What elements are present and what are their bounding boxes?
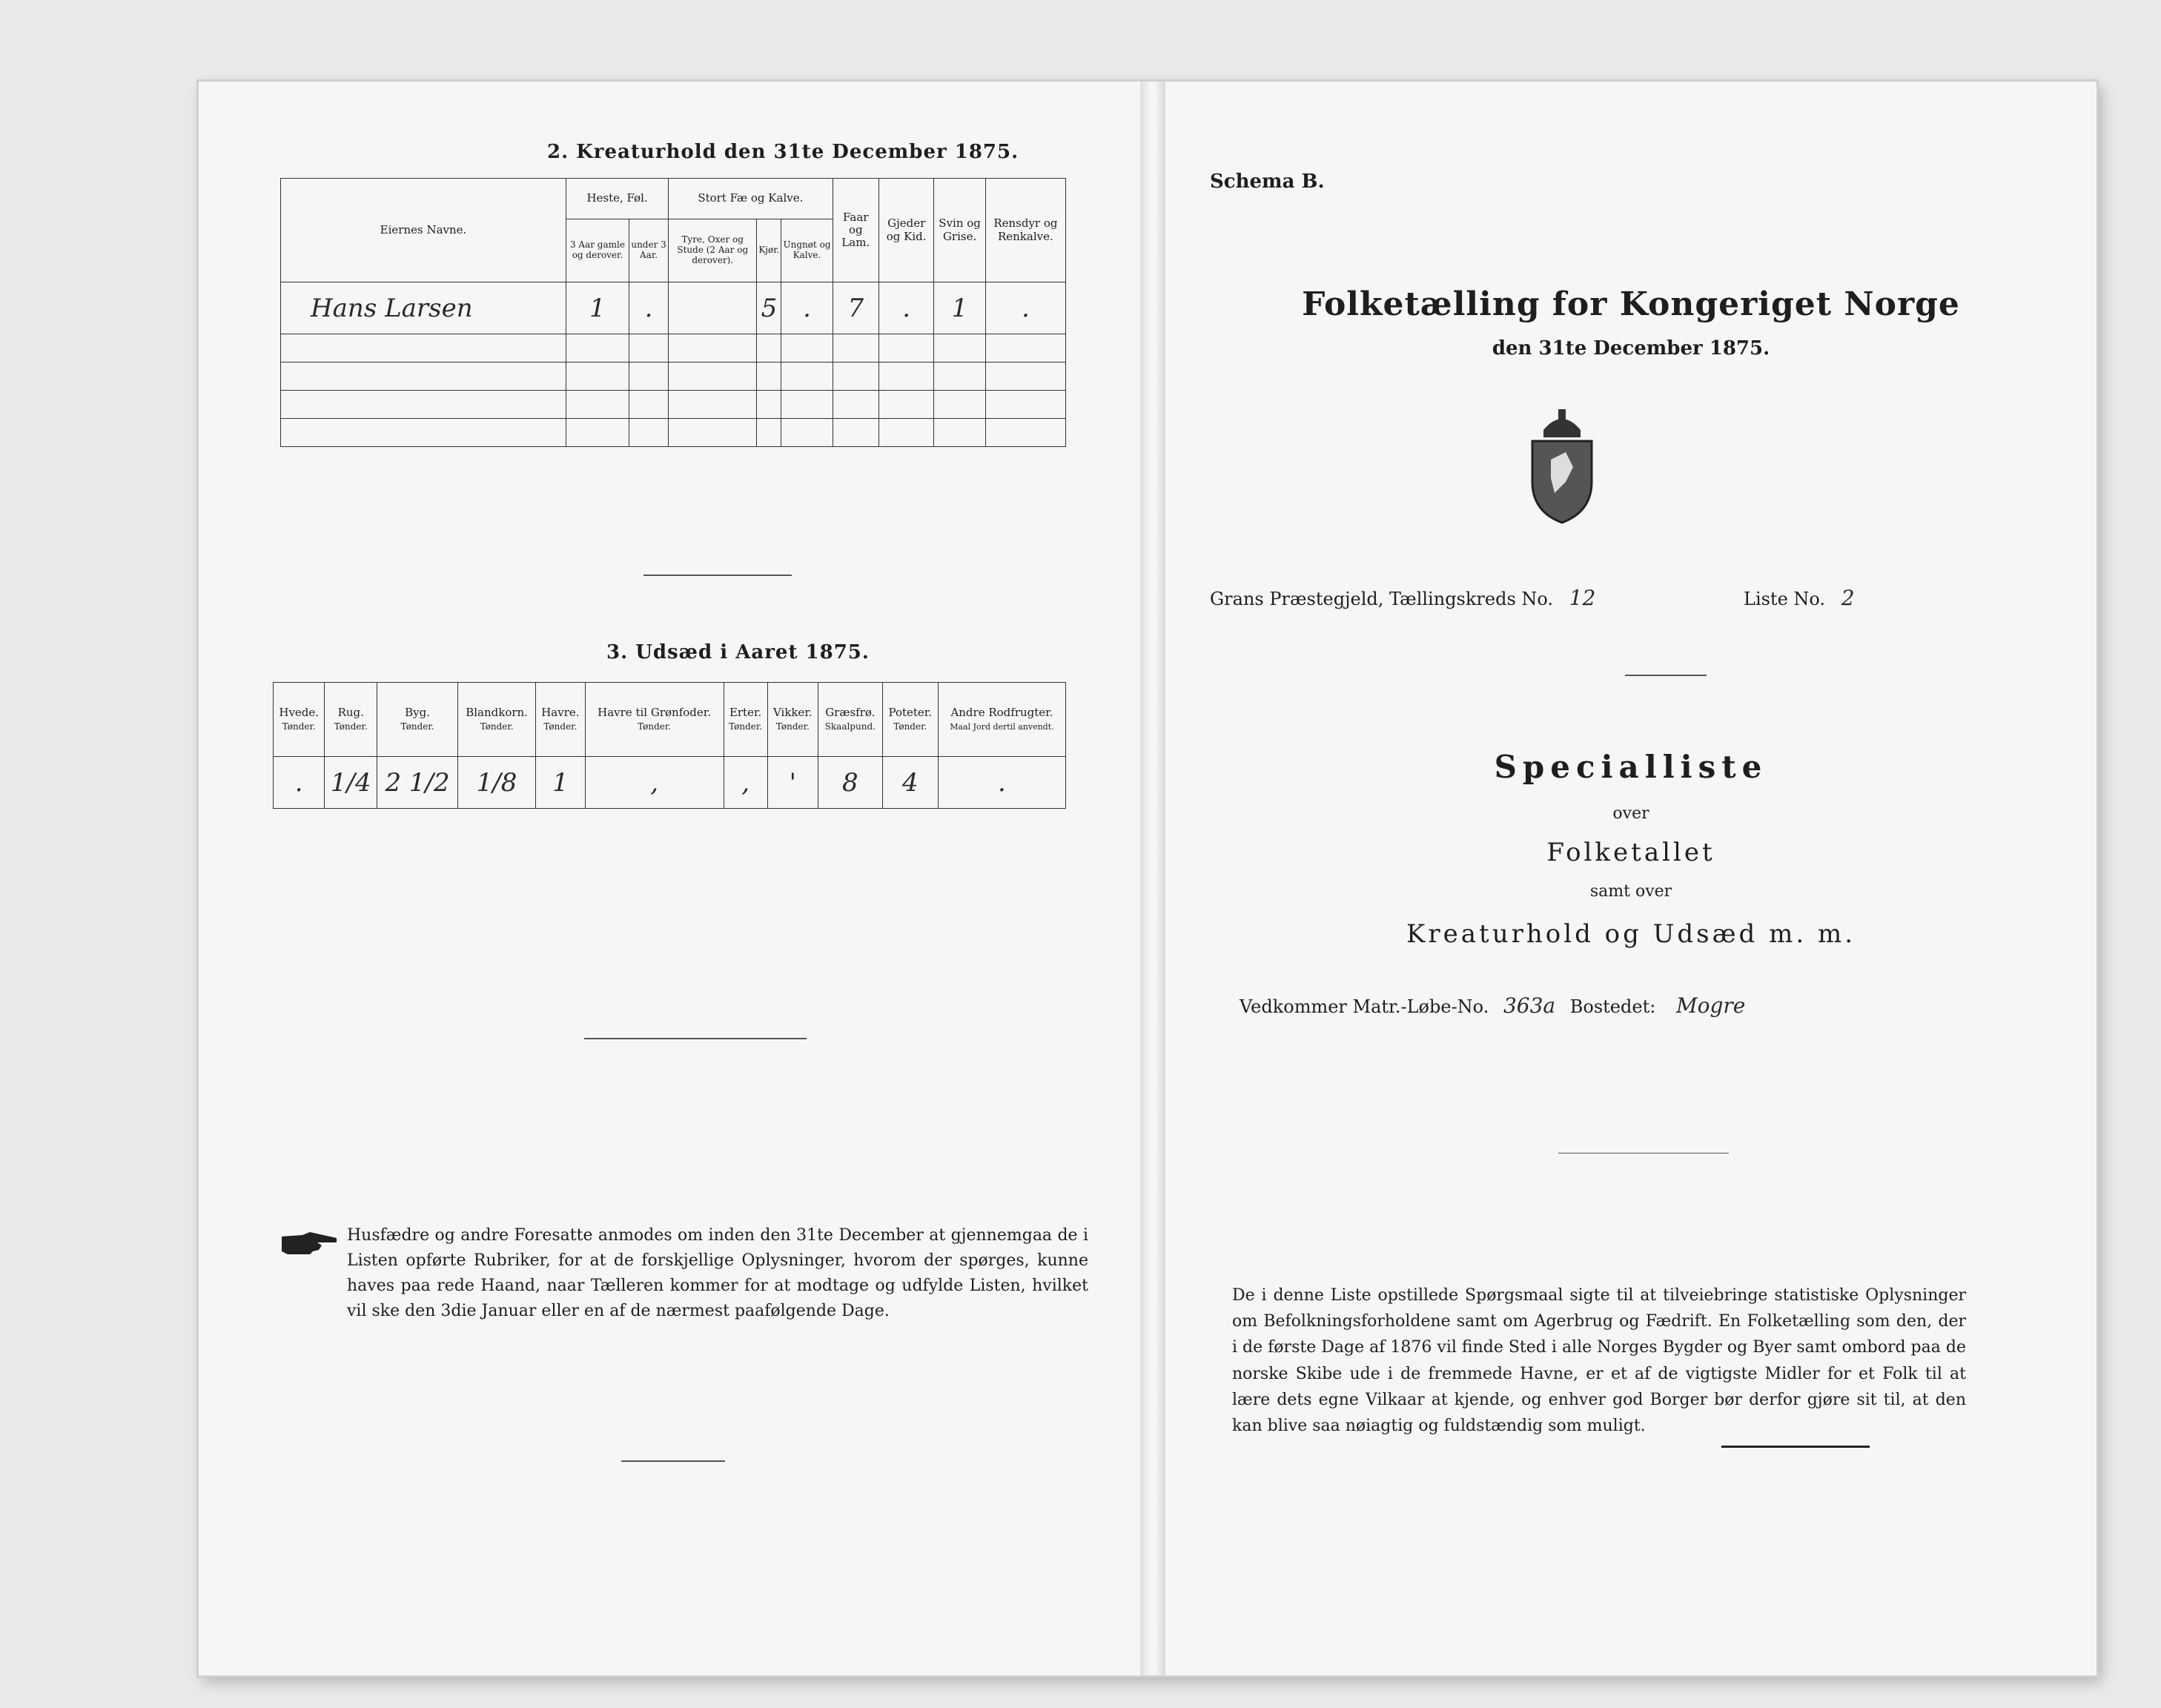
cows-value: 5 (757, 282, 781, 334)
bulls-value (669, 282, 757, 334)
crop-header-8: Græsfrø. Skaalpund. (818, 683, 882, 757)
divider (1721, 1446, 1870, 1448)
intro-paragraph: De i denne Liste opstillede Spørgsmaal sigte til at tilveiebringe statistiske Oplysninger om Befolkningsforholdene samt om Agerbrug og Fædrift. En Folketælling som den, der i de første Dage af 1876 vil finde Sted i alle Norges Bygder og Byer samt ombord paa de norske Skibe ude i de fremmede Havne, er et af de vigtigste Midler for et Folk til at lære dets egne Vilkaar at kjende, og enhver god Borger bør derfor gjøre sit til, at den kan blive saa nøiagtig og fuldstændig som muligt. (1232, 1286, 1966, 1435)
main-title: Folketælling for Kongeriget Norge (1302, 285, 1960, 323)
pigs-header: Svin og Grise. (934, 179, 985, 282)
horses-young-header: under 3 Aar. (629, 219, 668, 282)
crop-value-2: 2 1/2 (377, 757, 458, 809)
left-page (199, 82, 1140, 1675)
young-cattle-value: . (781, 282, 833, 334)
goats-header: Gjeder og Kid. (878, 179, 933, 282)
divider (643, 575, 792, 576)
crop-value-5: , (585, 757, 724, 809)
divider (621, 1460, 725, 1462)
horses-old-value: 1 (566, 282, 629, 334)
crop-header-5: Havre til Grønfoder. Tønder. (585, 683, 724, 757)
parish-line: Grans Præstegjeld, Tællingskreds No. 12 (1210, 586, 1596, 610)
pointing-hand-icon (280, 1229, 340, 1259)
crop-header-row (274, 683, 1066, 757)
subtitle: den 31te December 1875. (1492, 337, 1770, 360)
right-page (1165, 82, 2097, 1675)
table-row (281, 391, 1066, 419)
specialliste-title: Specialliste (1494, 749, 1768, 785)
crop-header-7: Vikker. Tønder. (767, 683, 818, 757)
reindeer-value: . (985, 282, 1065, 334)
crop-header-9: Poteter. Tønder. (882, 683, 938, 757)
crop-value-1: 1/4 (325, 757, 377, 809)
liste-line: Liste No. 2 (1744, 586, 1855, 610)
cows-header: Kjør. (757, 219, 781, 282)
crop-value-9: 4 (882, 757, 938, 809)
crop-value-8: 8 (818, 757, 882, 809)
crop-value-0: . (274, 757, 325, 809)
crop-value-3: 1/8 (458, 757, 536, 809)
reindeer-header: Rensdyr og Renkalve. (985, 179, 1065, 282)
table-row (281, 282, 1066, 334)
folketallet-title: Folketallet (1546, 838, 1715, 867)
matr-line: Vedkommer Matr.-Løbe-No. 363a Bostedet: Mogre (1240, 993, 1746, 1018)
owner-header: Eiernes Navne. (281, 179, 566, 282)
divider (584, 1038, 807, 1039)
cattle-header: Stort Fæ og Kalve. (669, 179, 833, 219)
crop-header-1: Rug. Tønder. (325, 683, 377, 757)
livestock-table (280, 178, 1066, 447)
crop-header-2: Byg. Tønder. (377, 683, 458, 757)
young-cattle-header: Ungnøt og Kalve. (781, 219, 833, 282)
census-document (199, 82, 2097, 1675)
samt-over-text: samt over (1589, 882, 1672, 901)
pigs-value: 1 (934, 282, 985, 334)
section2-title: 2. Kreaturhold den 31te December 1875. (547, 141, 1019, 163)
table-row (281, 334, 1066, 363)
crop-value-6: , (724, 757, 767, 809)
over-text: over (1612, 804, 1649, 823)
sheep-header: Faar og Lam. (833, 179, 878, 282)
section3-title: 3. Udsæd i Aaret 1875. (606, 641, 870, 663)
schema-label: Schema B. (1210, 171, 1325, 193)
bulls-header: Tyre, Oxer og Stude (2 Aar og derover). (669, 219, 757, 282)
divider (1625, 675, 1707, 676)
norwegian-coat-of-arms-icon (1521, 400, 1603, 526)
book-spine (1140, 82, 1165, 1675)
crop-value-10: . (938, 757, 1065, 809)
horses-old-header: 3 Aar gamle og derover. (566, 219, 629, 282)
table-row (281, 363, 1066, 391)
table-row (274, 757, 1066, 809)
table-row (281, 419, 1066, 447)
notice-text: Husfædre og andre Foresatte anmodes om inden den 31te December at gjennemgaa de i Listen opførte Rubriker, for at de forskjellige Oplysninger, hvorom der spørges, kunne haves paa rede Haand, naar Tælleren kommer for at modtage og udfylde Listen, hvilket vil ske den 3die Januar eller en af de nærmest paafølgende Dage. (347, 1226, 1088, 1321)
crop-value-7: ' (767, 757, 818, 809)
crop-header-3: Blandkorn. Tønder. (458, 683, 536, 757)
horses-header: Heste, Føl. (566, 179, 669, 219)
sheep-value: 7 (833, 282, 878, 334)
kreaturhold-title: Kreaturhold og Udsæd m. m. (1406, 919, 1856, 949)
owner-name: Hans Larsen (281, 282, 566, 334)
crop-header-4: Havre. Tønder. (536, 683, 586, 757)
sowing-table (273, 682, 1066, 809)
crop-header-6: Erter. Tønder. (724, 683, 767, 757)
goats-value: . (878, 282, 933, 334)
crop-header-10: Andre Rodfrugter. Maal Jord dertil anvendt. (938, 683, 1065, 757)
horses-young-value: . (629, 282, 668, 334)
crop-header-0: Hvede. Tønder. (274, 683, 325, 757)
crop-value-4: 1 (536, 757, 586, 809)
